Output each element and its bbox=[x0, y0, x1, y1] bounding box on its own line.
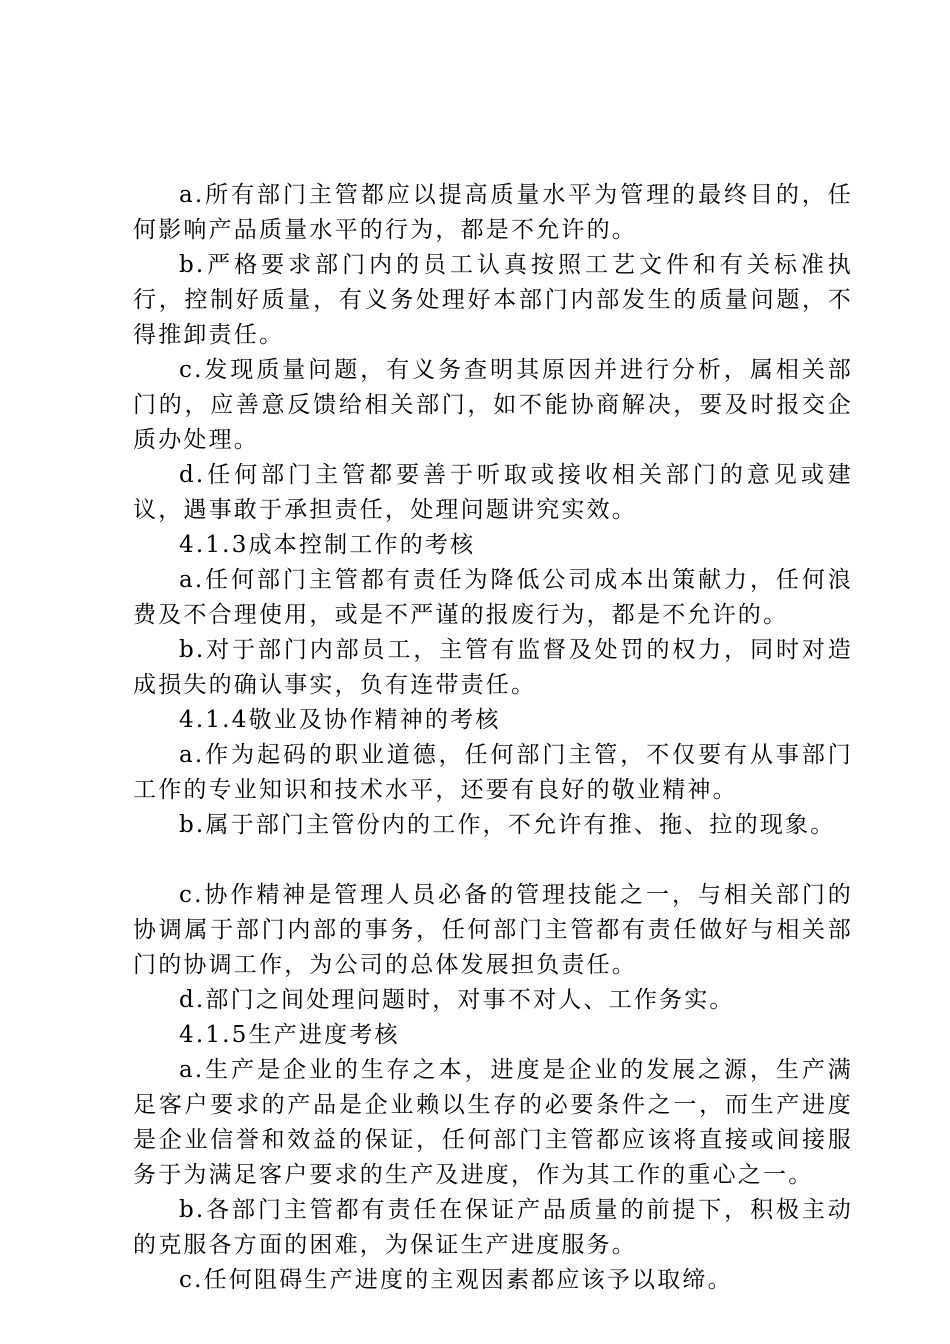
paragraph-dedication-c: c.协作精神是管理人员必备的管理技能之一，与相关部门的协调属于部门内部的事务，任何部门主管都有责任做好与相关部门的协调工作，为公司的总体发展担负责任。 bbox=[133, 882, 853, 978]
section-heading-4-1-3: 4.1.3成本控制工作的考核 bbox=[179, 532, 476, 558]
paragraph-cost-b: b.对于部门内部员工，主管有监督及处罚的权力，同时对造成损失的确认事实，负有连带责任。 bbox=[133, 637, 853, 698]
paragraph-dedication-a: a.作为起码的职业道德，任何部门主管，不仅要有从事部门工作的专业知识和技术水平，还要有良好的敬业精神。 bbox=[133, 742, 853, 803]
section-heading-4-1-5: 4.1.5生产进度考核 bbox=[179, 1022, 400, 1048]
section-heading-4-1-4: 4.1.4敬业及协作精神的考核 bbox=[179, 707, 501, 733]
paragraph-progress-c: c.任何阻碍生产进度的主观因素都应该予以取缔。 bbox=[179, 1267, 733, 1293]
paragraph-progress-a: a.生产是企业的生存之本，进度是企业的发展之源，生产满足客户要求的产品是企业赖以生存的必要条件之一，而生产进度是企业信誉和效益的保证，任何部门主管都应该将直接或间接服务于为满足客户要求的生产及进度，作为其工作的重心之一。 bbox=[133, 1057, 853, 1188]
document-page bbox=[133, 178, 853, 1298]
paragraph-quality-c: c.发现质量问题，有义务查明其原因并进行分析，属相关部门的，应善意反馈给相关部门，如不能协商解决，要及时报交企质办处理。 bbox=[133, 357, 853, 453]
paragraph-cost-a: a.任何部门主管都有责任为降低公司成本出策献力，任何浪费及不合理使用，或是不严谨的报废行为，都是不允许的。 bbox=[133, 567, 853, 628]
paragraph-dedication-b: b.属于部门主管份内的工作，不允许有推、拖、拉的现象。 bbox=[179, 812, 836, 838]
paragraph-quality-d: d.任何部门主管都要善于听取或接收相关部门的意见或建议，遇事敢于承担责任，处理问题讲究实效。 bbox=[133, 462, 853, 523]
paragraph-quality-b: b.严格要求部门内的员工认真按照工艺文件和有关标准执行，控制好质量，有义务处理好本部门内部发生的质量问题，不得推卸责任。 bbox=[133, 252, 853, 348]
paragraph-progress-b: b.各部门主管都有责任在保证产品质量的前提下，积极主动的克服各方面的困难，为保证生产进度服务。 bbox=[133, 1197, 853, 1258]
paragraph-dedication-d: d.部门之间处理问题时，对事不对人、工作务实。 bbox=[179, 987, 735, 1013]
paragraph-quality-a: a.所有部门主管都应以提高质量水平为管理的最终目的，任何影响产品质量水平的行为，都是不允许的。 bbox=[133, 182, 853, 243]
